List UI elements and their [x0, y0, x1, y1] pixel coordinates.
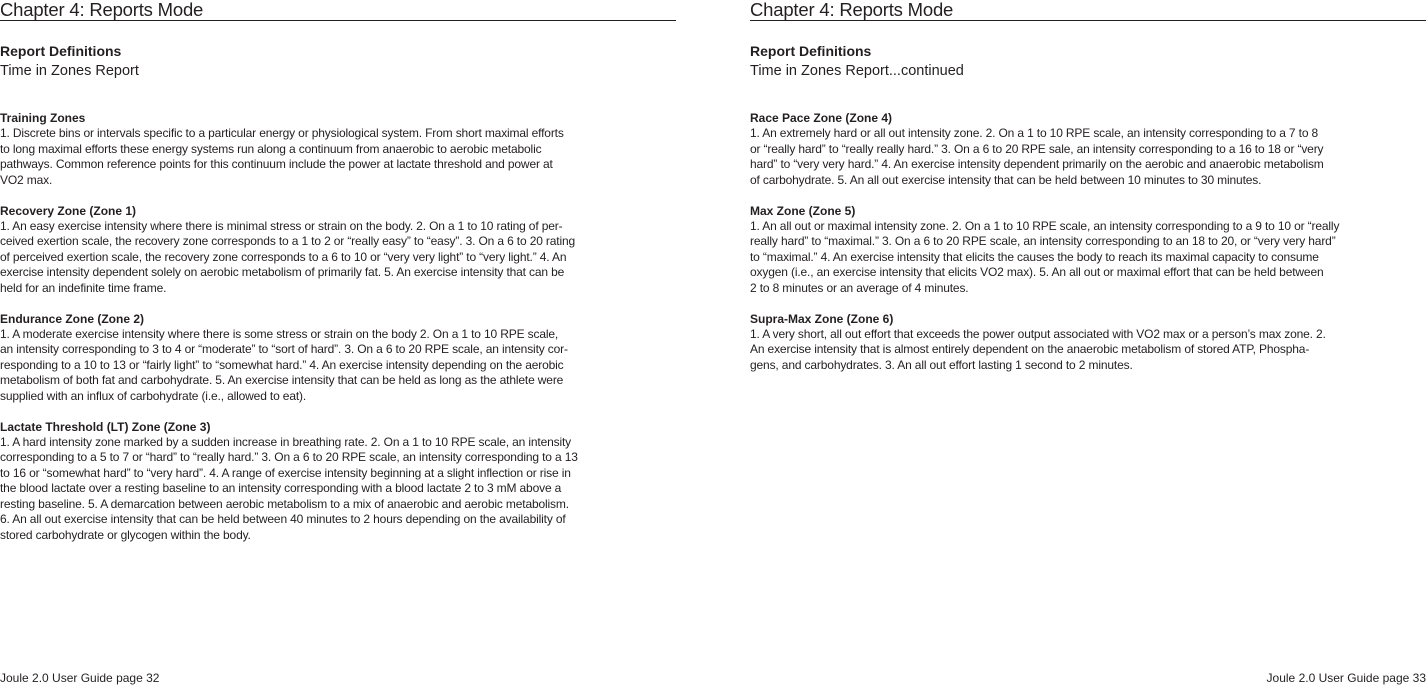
text-line: 1. An easy exercise intensity where there is minimal stress or strain on the body. 2. On a 1 to 10 rating of per-: [0, 218, 563, 233]
zone-title: Endurance Zone (Zone 2): [0, 311, 145, 326]
text-line: to 16 or “somewhat hard” to “very hard”. 4. A range of exercise intensity beginning at a slight inflection or rise in: [0, 465, 571, 480]
zone-description: [0, 219, 676, 297]
report-definitions-heading: Report Definitions: [750, 43, 872, 59]
text-line: an intensity corresponding to 3 to 4 or “moderate” to “sort of hard”. 3. On a 6 to 20 RPE scale, an intensity cor-: [0, 342, 568, 356]
zone-title: Recovery Zone (Zone 1): [0, 203, 137, 218]
report-definitions-heading: Report Definitions: [0, 43, 122, 59]
text-line: hard” to “very very hard.” 4. An exercise intensity dependent primarily on the aerobic and anaerobic metabolism: [750, 157, 1324, 171]
text-line: 6. An all out exercise intensity that can be held between 40 minutes to 2 hours depending on the availability of: [0, 512, 566, 526]
text-line: VO2 max.: [0, 172, 53, 187]
text-line: corresponding to a 5 to 7 or “hard” to “really hard.” 3. On a 6 to 20 RPE scale, an intensity corresponding to a 13: [0, 450, 578, 464]
text-line: 1. A moderate exercise intensity where there is some stress or strain on the body 2. On a 1 to 10 RPE scale,: [0, 326, 559, 341]
text-line: metabolism of both fat and carbohydrate. 5. An exercise intensity that can be held as long as the athlete were: [0, 373, 564, 387]
text-line: stored carbohydrate or glycogen within the body.: [0, 527, 251, 542]
text-line: 2 to 8 minutes or an average of 4 minutes.: [750, 280, 969, 295]
zone-definition: [0, 312, 676, 405]
text-line: of carbohydrate. 5. An all out exercise intensity that can be held between 10 minutes to 30 minutes.: [750, 172, 1262, 187]
zone-definition: [0, 111, 676, 188]
zone-definition: [750, 111, 1426, 188]
sections: [750, 111, 1426, 373]
text-line: pathways. Common reference points for this continuum include the power at lactate threshold and power at: [0, 157, 553, 171]
text-line: ceived exertion scale, the recovery zone corresponds to a 1 to 2 or “really easy” to “easy”. 3. On a 6 to 20 rating: [0, 234, 576, 248]
text-line: held for an indefinite time frame.: [0, 280, 167, 295]
text-line: 1. An extremely hard or all out intensity zone. 2. On a 1 to 10 RPE scale, an intensity corresponding to a 7 to 8: [750, 126, 1319, 140]
zone-title: Supra-Max Zone (Zone 6): [750, 311, 894, 326]
zone-title: Max Zone (Zone 5): [750, 203, 856, 218]
text-line: 1. A hard intensity zone marked by a sudden increase in breathing rate. 2. On a 1 to 10 RPE scale, an intensity: [0, 434, 572, 449]
right-page: [750, 0, 1426, 688]
text-line: to long maximal efforts these energy systems run along a continuum from anaerobic to aerobic metabolic: [0, 141, 542, 156]
report-subheading: Time in Zones Report...continued: [750, 63, 964, 79]
zone-definition: [0, 420, 676, 544]
page-footer: Joule 2.0 User Guide page 33: [1266, 671, 1426, 685]
zone-definition: [0, 204, 676, 297]
text-line: supplied with an influx of carbohydrate (i.e., allowed to eat).: [0, 388, 307, 403]
page-footer: Joule 2.0 User Guide page 32: [0, 671, 160, 685]
zone-description: [750, 327, 1426, 374]
zone-definition: [750, 312, 1426, 374]
text-line: exercise intensity dependent solely on aerobic metabolism of primarily fat. 5. An exercise intensity that can be: [0, 265, 565, 279]
text-line: the blood lactate over a resting baseline to an intensity corresponding with a blood lactate 2 to 3 mM above a: [0, 481, 562, 495]
zone-title: Race Pace Zone (Zone 4): [750, 111, 893, 125]
text-line: 1. A very short, all out effort that exceeds the power output associated with VO2 max or a person’s max zone. 2.: [750, 326, 1326, 341]
text-line: to “maximal.” 4. An exercise intensity that elicits the causes the body to reach its maximal capacity to consume: [750, 249, 1319, 264]
zone-definition: [750, 204, 1426, 297]
chapter-title: Chapter 4: Reports Mode: [750, 0, 1426, 21]
text-line: of perceived exertion scale, the recovery zone corresponds to a 6 to 10 or “very very light” to “very light.” 4. An: [0, 249, 567, 264]
zone-title: Training Zones: [0, 111, 86, 125]
zone-description: [0, 435, 676, 544]
zone-title: Lactate Threshold (LT) Zone (Zone 3): [0, 419, 211, 434]
zone-description: [0, 126, 676, 188]
report-subheading: Time in Zones Report: [0, 63, 139, 79]
zone-description: [0, 327, 676, 405]
chapter-title: Chapter 4: Reports Mode: [0, 0, 676, 21]
zone-description: [750, 126, 1426, 188]
text-line: 1. Discrete bins or intervals specific to a particular energy or physiological system. From short maximal efforts: [0, 126, 564, 140]
zone-description: [750, 219, 1426, 297]
text-line: 1. An all out or maximal intensity zone. 2. On a 1 to 10 RPE scale, an intensity corresponding to a 9 to 10 or “really: [750, 218, 1340, 233]
text-line: responding to a 10 to 13 or “fairly light” to “somewhat hard.” 4. An exercise intensity depending on the aerobic: [0, 357, 564, 372]
text-line: gens, and carbohydrates. 3. An all out effort lasting 1 second to 2 minutes.: [750, 357, 1133, 372]
text-line: An exercise intensity that is almost entirely dependent on the anaerobic metabolism of stored ATP, Phospha-: [750, 342, 1310, 356]
text-line: oxygen (i.e., an exercise intensity that elicits VO2 max). 5. An all out or maximal effort that can be held between: [750, 265, 1324, 279]
text-line: really hard” to “maximal.” 3. On a 6 to 20 RPE scale, an intensity corresponding to an 18 to 20, or “very very hard”: [750, 234, 1336, 248]
left-page: [0, 0, 676, 688]
text-line: resting baseline. 5. A demarcation between aerobic metabolism to a mix of anaerobic and aerobic metabolism.: [0, 496, 569, 511]
text-line: or “really hard” to “really really hard.” 3. On a 6 to 20 RPE sale, an intensity corresponding to a 16 to 18 or “very: [750, 141, 1324, 156]
sections: [0, 111, 676, 543]
